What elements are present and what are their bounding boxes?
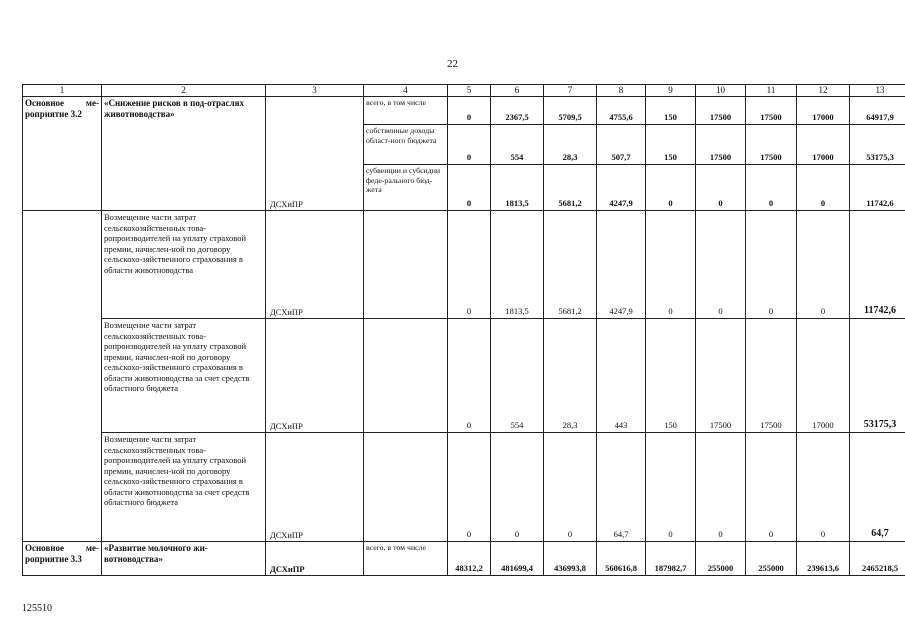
executor: ДСХиПР <box>266 433 364 542</box>
value-cell: 28,3 <box>544 319 597 433</box>
empty-cell <box>364 211 448 319</box>
value-cell: 0 <box>696 165 746 211</box>
header-cell: 2 <box>102 85 266 97</box>
table-row <box>23 211 905 319</box>
total-cell: 11742,6 <box>850 165 905 211</box>
value-cell: 2367,5 <box>491 97 544 125</box>
value-cell: 0 <box>797 211 850 319</box>
value-cell: 0 <box>544 433 597 542</box>
header-cell: 11 <box>746 85 797 97</box>
value-cell: 0 <box>797 165 850 211</box>
executor: ДСХиПР <box>266 211 364 319</box>
value-cell: 1813,5 <box>491 165 544 211</box>
value-cell: 4247,9 <box>597 211 646 319</box>
header-row <box>23 85 905 97</box>
value-cell: 0 <box>448 319 491 433</box>
value-cell: 5681,2 <box>544 165 597 211</box>
value-cell: 17500 <box>746 125 797 165</box>
value-cell: 0 <box>448 165 491 211</box>
value-cell: 150 <box>646 125 696 165</box>
header-cell: 5 <box>448 85 491 97</box>
total-cell: 53175,3 <box>850 125 905 165</box>
value-cell: 1813,5 <box>491 211 544 319</box>
header-cell: 10 <box>696 85 746 97</box>
footer-code: 125510 <box>22 603 52 614</box>
value-cell: 5709,5 <box>544 97 597 125</box>
header-cell: 13 <box>850 85 905 97</box>
funding-source: всего, в том числе <box>364 97 448 125</box>
value-cell: 560616,8 <box>597 542 646 576</box>
value-cell: 17500 <box>746 319 797 433</box>
table-row <box>23 433 905 542</box>
value-cell: 64,7 <box>597 433 646 542</box>
value-cell: 0 <box>491 433 544 542</box>
value-cell: 0 <box>646 433 696 542</box>
value-cell: 443 <box>597 319 646 433</box>
activity-title: Основное ме-роприятие 3.3 <box>23 542 102 576</box>
value-cell: 255000 <box>746 542 797 576</box>
executor: ДСХиПР <box>266 542 364 576</box>
value-cell: 17000 <box>797 319 850 433</box>
total-cell: 53175,3 <box>850 319 905 433</box>
value-cell: 4755,6 <box>597 97 646 125</box>
total-cell: 64917,9 <box>850 97 905 125</box>
funding-source: всего, в том числе <box>364 542 448 576</box>
value-cell: 48312,2 <box>448 542 491 576</box>
value-cell: 0 <box>646 165 696 211</box>
value-cell: 239613,6 <box>797 542 850 576</box>
value-cell: 0 <box>746 433 797 542</box>
value-cell: 0 <box>448 125 491 165</box>
table-row <box>23 319 905 433</box>
header-cell: 9 <box>646 85 696 97</box>
value-cell: 0 <box>746 165 797 211</box>
empty-cell <box>364 433 448 542</box>
header-cell: 7 <box>544 85 597 97</box>
funding-source: собственные доходы област-ного бюджета <box>364 125 448 165</box>
value-cell: 17500 <box>696 125 746 165</box>
value-cell: 17500 <box>746 97 797 125</box>
header-cell: 8 <box>597 85 646 97</box>
value-cell: 17000 <box>797 97 850 125</box>
value-cell: 17000 <box>797 125 850 165</box>
value-cell: 4247,9 <box>597 165 646 211</box>
total-cell: 11742,6 <box>850 211 905 319</box>
value-cell: 17500 <box>696 97 746 125</box>
subactivity-description: Возмещение части затрат сельскохозяйственных това-ропроизводителей на уплату страховой премии, начислен-ной по договору сельскохо-зяйственного страхования в области животноводства за счет средств областного бюджета <box>102 319 266 433</box>
value-cell: 28,3 <box>544 125 597 165</box>
total-cell: 64,7 <box>850 433 905 542</box>
value-cell: 0 <box>646 211 696 319</box>
empty-cell <box>23 211 102 542</box>
value-cell: 0 <box>797 433 850 542</box>
header-cell: 3 <box>266 85 364 97</box>
funding-source: субвенции и субсидии феде-рального бюд-жета <box>364 165 448 211</box>
value-cell: 0 <box>696 433 746 542</box>
executor: ДСХиПР <box>266 319 364 433</box>
table-row <box>23 97 905 125</box>
total-cell: 2465218,5 <box>850 542 905 576</box>
value-cell: 436993,8 <box>544 542 597 576</box>
value-cell: 150 <box>646 97 696 125</box>
activity-title: Основное ме-роприятие 3.2 <box>23 97 102 211</box>
activity-name: «Снижение рисков в под-отраслях животноводства» <box>102 97 266 211</box>
table-row <box>23 542 905 576</box>
empty-cell <box>364 319 448 433</box>
value-cell: 150 <box>646 319 696 433</box>
value-cell: 255000 <box>696 542 746 576</box>
value-cell: 0 <box>746 211 797 319</box>
header-cell: 6 <box>491 85 544 97</box>
value-cell: 5681,2 <box>544 211 597 319</box>
budget-table <box>22 84 905 576</box>
page-number: 22 <box>447 58 458 70</box>
value-cell: 507,7 <box>597 125 646 165</box>
subactivity-description: Возмещение части затрат сельскохозяйственных това-ропроизводителей на уплату страховой премии, начислен-ной по договору сельскохо-зяйственного страхования в области животноводства за счет средств областного бюджета <box>102 433 266 542</box>
value-cell: 17500 <box>696 319 746 433</box>
value-cell: 187982,7 <box>646 542 696 576</box>
subactivity-description: Возмещение части затрат сельскохозяйственных това-ропроизводителей на уплату страховой премии, начислен-ной по договору сельскохо-зяйственного страхования в области животноводства <box>102 211 266 319</box>
value-cell: 554 <box>491 125 544 165</box>
value-cell: 0 <box>448 97 491 125</box>
header-cell: 12 <box>797 85 850 97</box>
header-cell: 4 <box>364 85 448 97</box>
value-cell: 0 <box>696 211 746 319</box>
value-cell: 0 <box>448 433 491 542</box>
activity-name: «Развитие молочного жи-вотноводства» <box>102 542 266 576</box>
executor: ДСХиПР <box>266 97 364 211</box>
value-cell: 481699,4 <box>491 542 544 576</box>
value-cell: 554 <box>491 319 544 433</box>
header-cell: 1 <box>23 85 102 97</box>
value-cell: 0 <box>448 211 491 319</box>
